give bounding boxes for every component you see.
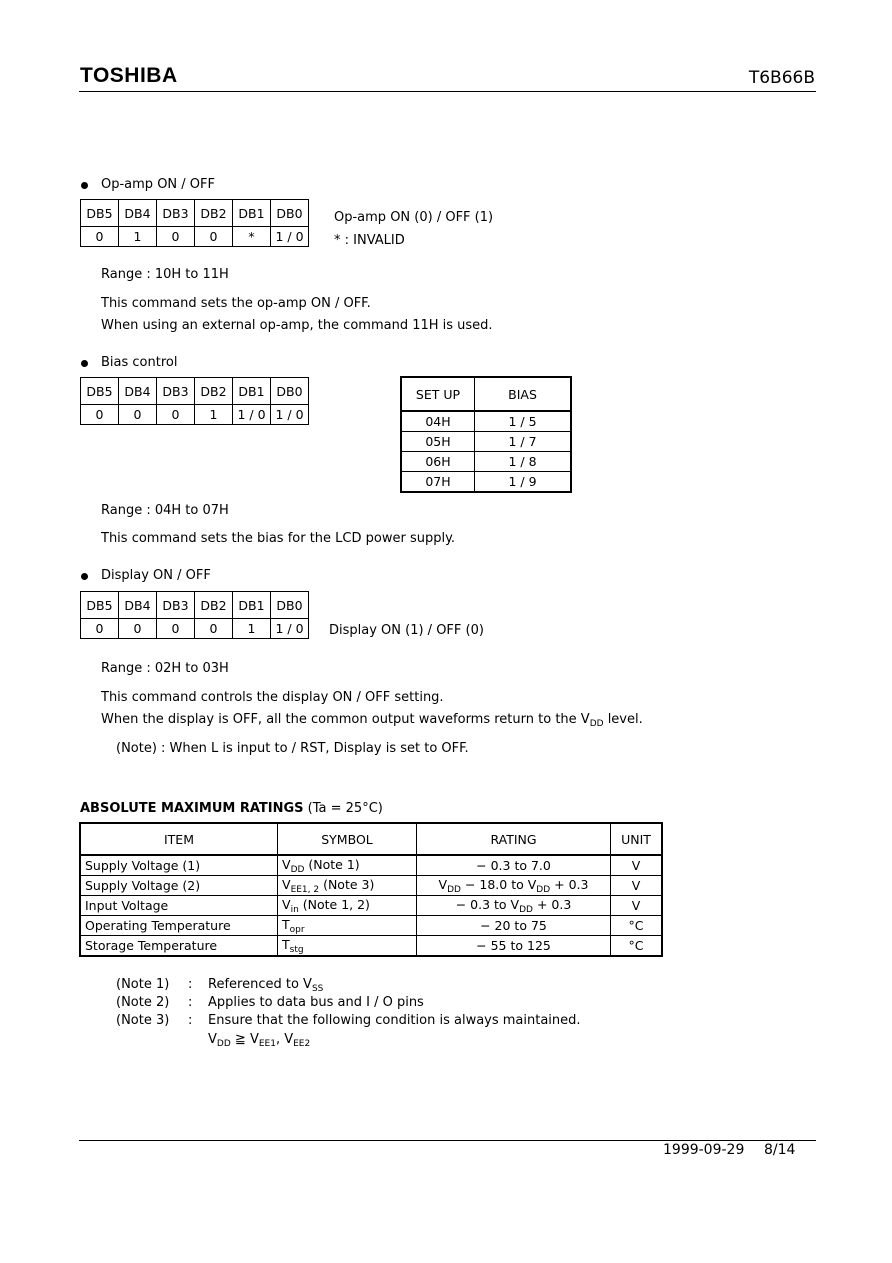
note-separator: :: [188, 1013, 193, 1028]
ratings-row: [80, 936, 662, 957]
note-separator: :: [188, 977, 193, 992]
bit-header-cell: DB3: [157, 378, 195, 405]
ratings-header-cell: RATING: [417, 823, 611, 855]
bit-value-cell: 0: [195, 619, 233, 639]
voltage-condition: $V_{DD}$ ≧ $V_{EE1}$, $V_{EE2}$: [208, 1032, 311, 1049]
bit-header-cell: DB0: [271, 592, 309, 619]
rating-unit-cell: °C: [611, 916, 663, 936]
bit-value-cell: 0: [81, 619, 119, 639]
ratings-header-cell: SYMBOL: [278, 823, 417, 855]
rating-value-cell: $V_{DD} - 18.0$ to $V_{DD} + 0.3$: [417, 876, 611, 896]
bias-row: [401, 452, 571, 472]
rating-value-cell: − 0.3 to $V_{DD} + 0.3$: [417, 896, 611, 916]
bit-header-cell: DB0: [271, 378, 309, 405]
bias-header-cell: BIAS: [475, 377, 572, 411]
bit-header-cell: DB4: [119, 592, 157, 619]
opamp-note: Op-amp ON (0) / OFF (1): [334, 210, 494, 225]
opamp-title: Op-amp ON / OFF: [101, 177, 215, 192]
bullet-icon: [81, 360, 88, 367]
display-range: Range : 02H to 03H: [101, 661, 229, 676]
bit-value-cell: 1: [233, 619, 271, 639]
bias-bit-table: [80, 377, 309, 425]
bias-cell: 05H: [401, 432, 475, 452]
bit-value-cell: 1 / 0: [271, 619, 309, 639]
rating-value-cell: − 0.3 to 7.0: [417, 855, 611, 876]
part-number: T6B66B: [748, 68, 815, 88]
bias-cell: 1 / 5: [475, 411, 572, 432]
rating-unit-cell: °C: [611, 936, 663, 957]
bias-row: [401, 472, 571, 493]
bit-header-cell: DB2: [195, 200, 233, 227]
bias-cell: 04H: [401, 411, 475, 432]
display-note: Display ON (1) / OFF (0): [329, 623, 484, 638]
display-bit-table: [80, 591, 309, 639]
header-rule: [79, 91, 816, 92]
rating-item-cell: Supply Voltage (1): [80, 855, 278, 876]
bit-header-cell: DB0: [271, 200, 309, 227]
display-desc-1: This command controls the display ON / OFF setting.: [101, 690, 444, 705]
bit-header-cell: DB3: [157, 592, 195, 619]
bias-cell: 1 / 7: [475, 432, 572, 452]
rating-unit-cell: V: [611, 876, 663, 896]
rating-symbol-cell: $T_{opr}$: [278, 916, 417, 936]
rating-symbol-cell: $T_{stg}$: [278, 936, 417, 957]
bit-header-cell: DB4: [119, 200, 157, 227]
ratings-header-cell: UNIT: [611, 823, 663, 855]
ratings-header-cell: ITEM: [80, 823, 278, 855]
bit-header-cell: DB5: [81, 378, 119, 405]
bit-value-cell: 1 / 0: [233, 405, 271, 425]
bias-title: Bias control: [101, 355, 178, 370]
bias-row: [401, 411, 571, 432]
bit-header-cell: DB4: [119, 378, 157, 405]
footer-page: 8/14: [764, 1142, 796, 1158]
bias-range: Range : 04H to 07H: [101, 503, 229, 518]
ratings-row: [80, 916, 662, 936]
bias-cell: 1 / 8: [475, 452, 572, 472]
opamp-desc-2: When using an external op-amp, the command 11H is used.: [101, 318, 493, 333]
bit-value-cell: 0: [157, 227, 195, 247]
note-label: (Note 2): [116, 995, 170, 1010]
bit-value-cell: 1: [119, 227, 157, 247]
note-label: (Note 3): [116, 1013, 170, 1028]
bit-value-cell: 0: [157, 619, 195, 639]
display-desc-2: When the display is OFF, all the common output waveforms return to the $V_{DD}$ level.: [101, 712, 643, 729]
bit-header-cell: DB1: [233, 378, 271, 405]
bit-value-cell: 1 / 0: [271, 227, 309, 247]
bias-cell: 06H: [401, 452, 475, 472]
bit-header-cell: DB5: [81, 200, 119, 227]
bullet-icon: [81, 573, 88, 580]
footer-date: 1999-09-29: [663, 1142, 745, 1158]
bias-desc: This command sets the bias for the LCD power supply.: [101, 531, 456, 546]
rating-item-cell: Input Voltage: [80, 896, 278, 916]
rating-value-cell: − 55 to 125: [417, 936, 611, 957]
bit-header-cell: DB1: [233, 200, 271, 227]
ratings-table: [79, 822, 663, 957]
bias-cell: 1 / 9: [475, 472, 572, 493]
ratings-row: [80, 876, 662, 896]
ratings-row: [80, 855, 662, 876]
display-title: Display ON / OFF: [101, 568, 211, 583]
bias-setup-table: [400, 376, 572, 493]
rating-item-cell: Storage Temperature: [80, 936, 278, 957]
opamp-bit-table: [80, 199, 309, 247]
bit-header-cell: DB3: [157, 200, 195, 227]
opamp-desc-1: This command sets the op-amp ON / OFF.: [101, 296, 371, 311]
rating-item-cell: Supply Voltage (2): [80, 876, 278, 896]
note-text: Referenced to $V_{SS}$: [208, 977, 324, 994]
bias-header-cell: SET UP: [401, 377, 475, 411]
bit-header-cell: DB5: [81, 592, 119, 619]
rating-unit-cell: V: [611, 855, 663, 876]
note-text: Applies to data bus and I / O pins: [208, 995, 424, 1010]
bit-value-cell: 0: [81, 227, 119, 247]
note-separator: :: [188, 995, 193, 1010]
rating-unit-cell: V: [611, 896, 663, 916]
bullet-icon: [81, 182, 88, 189]
bit-value-cell: *: [233, 227, 271, 247]
ratings-heading: ABSOLUTE MAXIMUM RATINGS (Ta = 25°C): [80, 801, 383, 816]
opamp-range: Range : 10H to 11H: [101, 267, 229, 282]
rating-symbol-cell: $V_{EE1, 2}$ (Note 3): [278, 876, 417, 896]
bit-value-cell: 0: [195, 227, 233, 247]
display-reset-note: (Note) : When L is input to / RST, Display is set to OFF.: [116, 741, 469, 756]
rating-item-cell: Operating Temperature: [80, 916, 278, 936]
rating-symbol-cell: $V_{DD}$ (Note 1): [278, 855, 417, 876]
bit-header-cell: DB2: [195, 378, 233, 405]
bit-value-cell: 0: [119, 405, 157, 425]
bit-value-cell: 1 / 0: [271, 405, 309, 425]
bias-cell: 07H: [401, 472, 475, 493]
bit-header-cell: DB1: [233, 592, 271, 619]
brand-logo: TOSHIBA: [80, 64, 178, 87]
rating-value-cell: − 20 to 75: [417, 916, 611, 936]
rating-symbol-cell: $V_{in}$ (Note 1, 2): [278, 896, 417, 916]
bias-row: [401, 432, 571, 452]
bit-value-cell: 0: [81, 405, 119, 425]
bit-value-cell: 1: [195, 405, 233, 425]
bit-value-cell: 0: [157, 405, 195, 425]
note-label: (Note 1): [116, 977, 170, 992]
bit-header-cell: DB2: [195, 592, 233, 619]
bit-value-cell: 0: [119, 619, 157, 639]
note-text: Ensure that the following condition is always maintained.: [208, 1013, 581, 1028]
ratings-row: [80, 896, 662, 916]
footer-rule: [79, 1140, 816, 1141]
opamp-invalid-note: * : INVALID: [334, 233, 405, 248]
